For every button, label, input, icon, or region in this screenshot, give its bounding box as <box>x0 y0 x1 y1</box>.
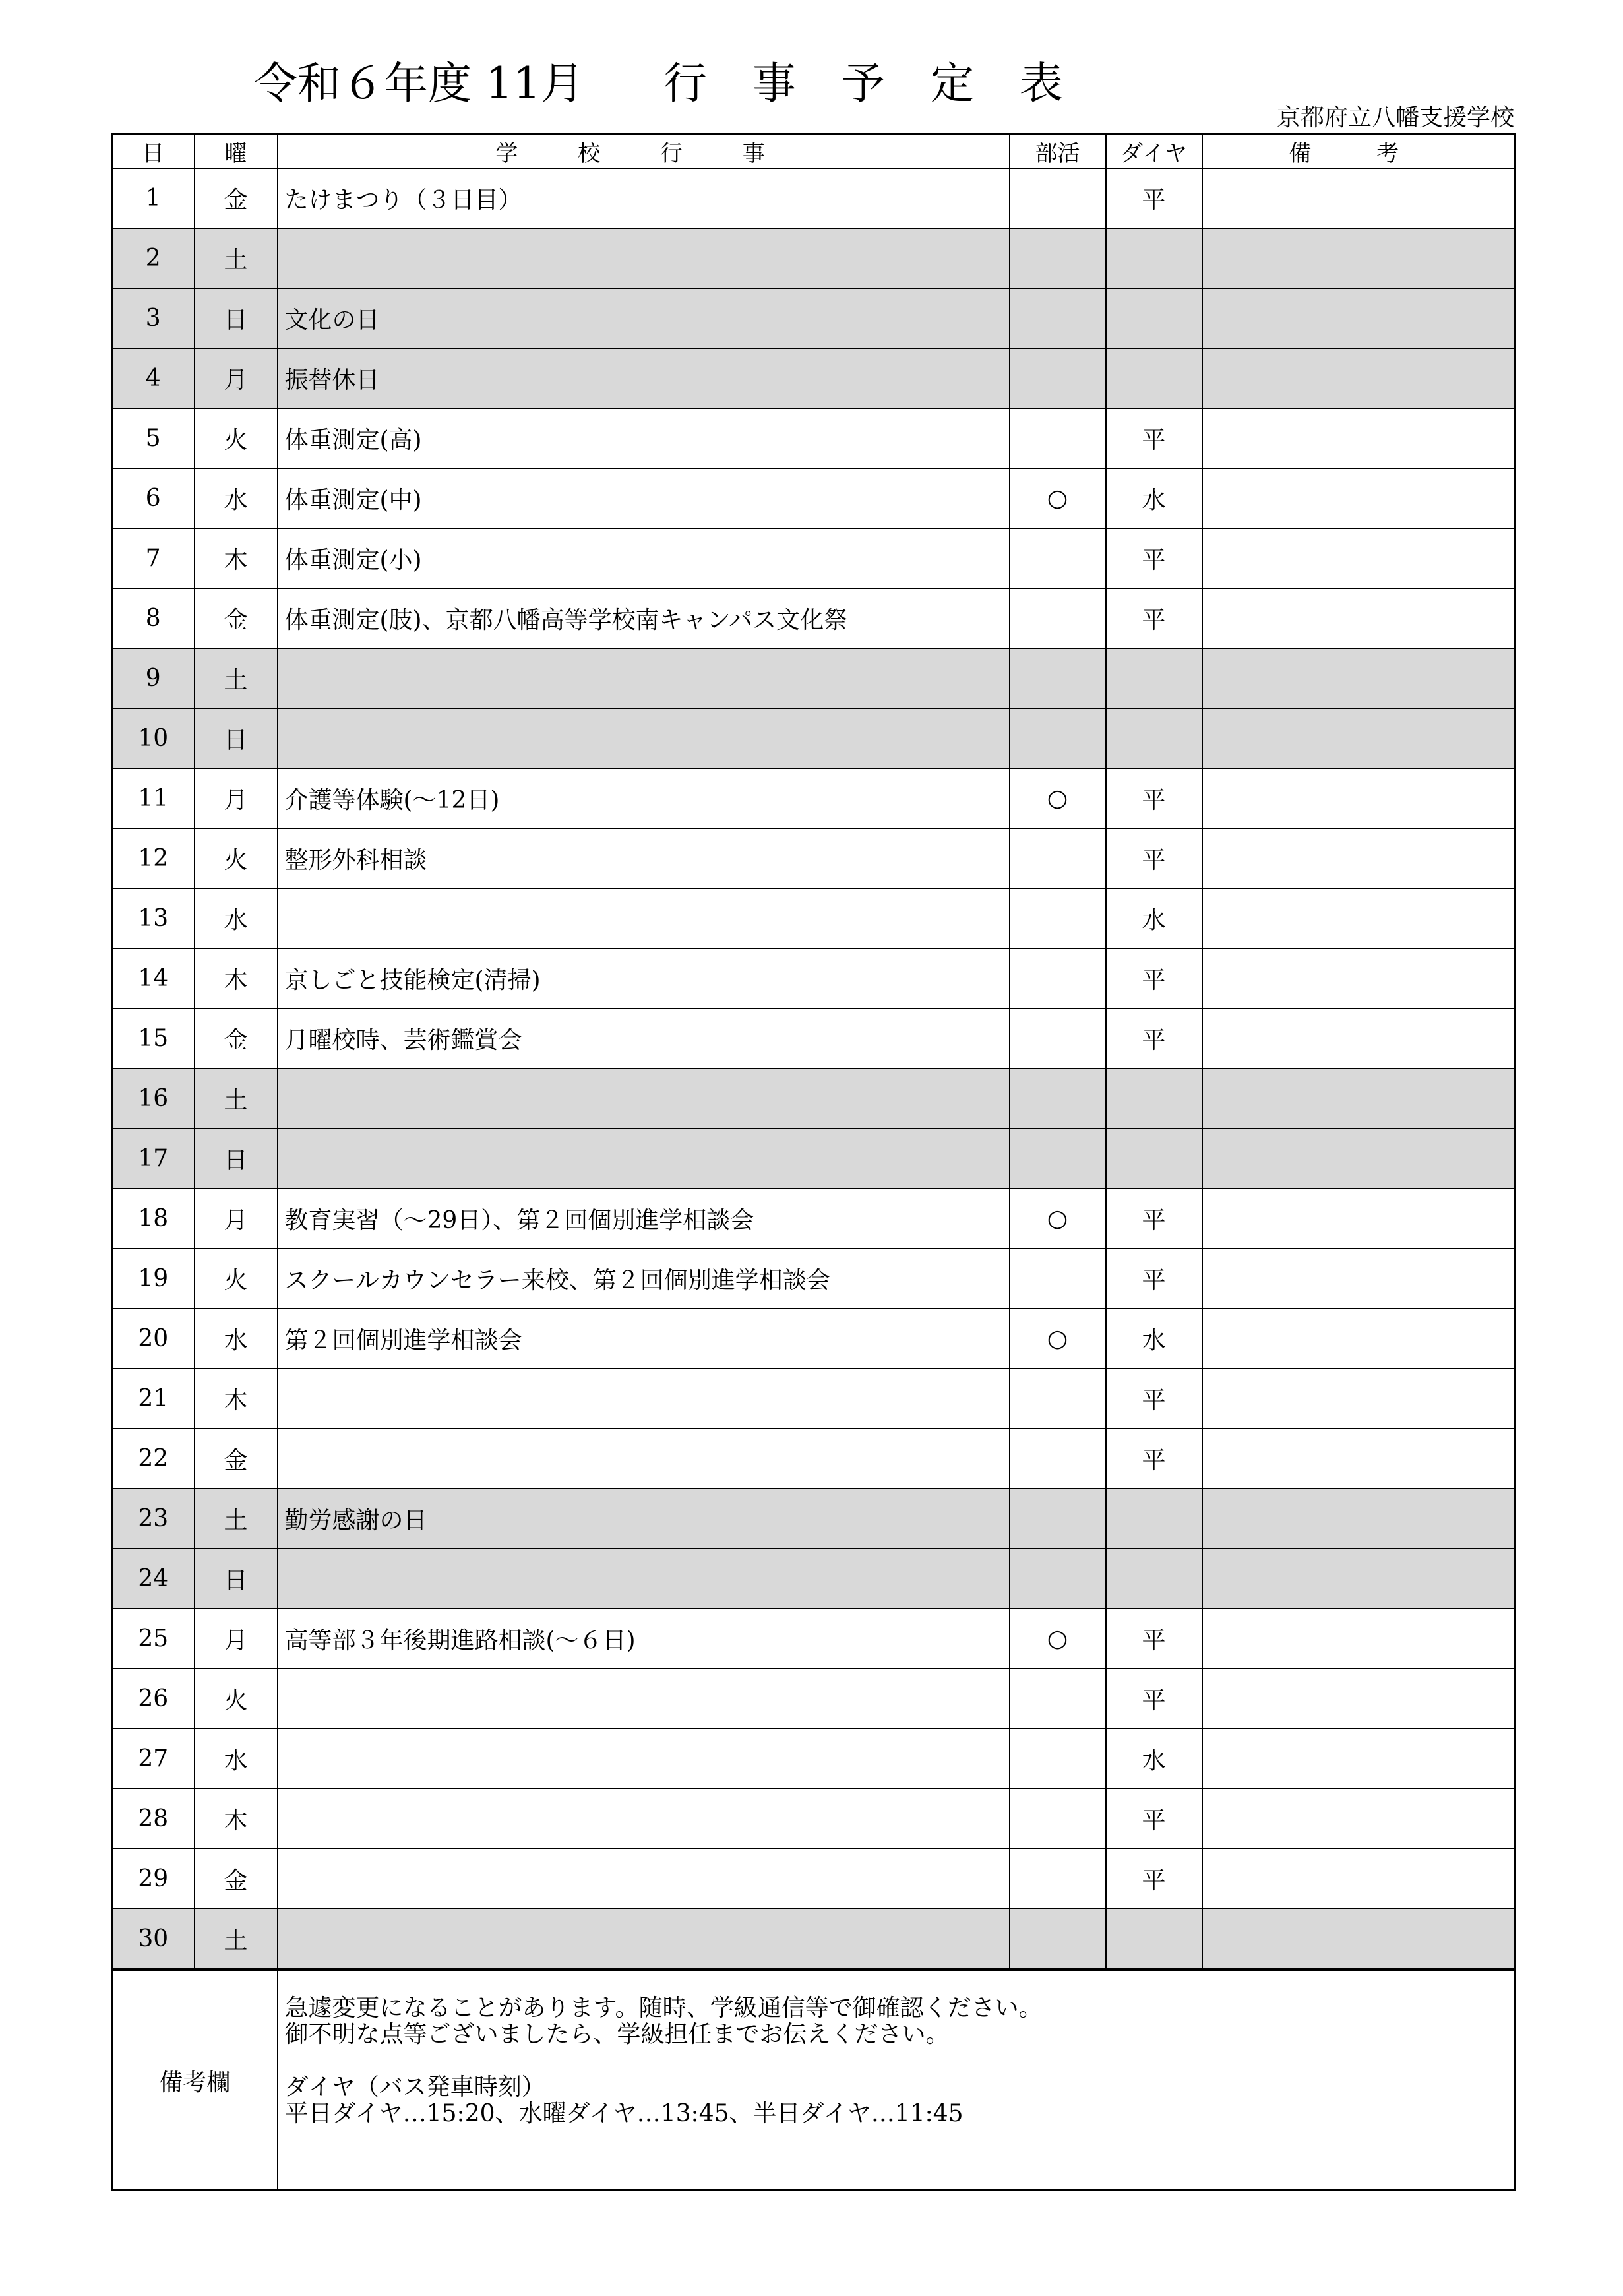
table-row <box>112 1729 1516 1789</box>
event-cell <box>278 1789 1010 1849</box>
schedule-table <box>111 133 1516 2191</box>
notes-cell <box>1202 528 1516 588</box>
club-cell <box>1010 1909 1106 1970</box>
club-cell <box>1010 1549 1106 1609</box>
weekday-cell: 水 <box>195 1729 278 1789</box>
club-cell <box>1010 888 1106 948</box>
diagram-cell: 水 <box>1106 1729 1202 1789</box>
col-header-day: 日 <box>112 135 195 169</box>
diagram-cell: 平 <box>1106 408 1202 468</box>
day-cell: 3 <box>112 288 195 348</box>
diagram-cell: 平 <box>1106 1008 1202 1069</box>
diagram-cell <box>1106 1489 1202 1549</box>
title-year-month: 令和６年度 11月 <box>254 58 584 109</box>
notes-cell <box>1202 1189 1516 1249</box>
day-cell: 13 <box>112 888 195 948</box>
col-header-notes: 備 考 <box>1202 135 1516 169</box>
event-cell: 整形外科相談 <box>278 828 1010 888</box>
diagram-cell: 平 <box>1106 768 1202 828</box>
page-title <box>254 54 1079 113</box>
weekday-cell: 月 <box>195 1189 278 1249</box>
notes-cell <box>1202 828 1516 888</box>
weekday-cell: 土 <box>195 228 278 288</box>
table-row <box>112 1309 1516 1369</box>
event-cell: 教育実習（～29日）、第２回個別進学相談会 <box>278 1189 1010 1249</box>
table-row <box>112 1069 1516 1129</box>
diagram-cell: 平 <box>1106 1429 1202 1489</box>
club-cell: ○ <box>1010 468 1106 528</box>
table-row <box>112 1849 1516 1909</box>
notes-cell <box>1202 1549 1516 1609</box>
notes-cell <box>1202 348 1516 408</box>
notes-cell <box>1202 648 1516 708</box>
club-cell <box>1010 1849 1106 1909</box>
weekday-cell: 火 <box>195 828 278 888</box>
table-row <box>112 708 1516 768</box>
event-cell: 第２回個別進学相談会 <box>278 1309 1010 1369</box>
remarks-line: ダイヤ（バス発車時刻） <box>284 2074 545 2101</box>
table-row <box>112 348 1516 408</box>
club-cell <box>1010 1008 1106 1069</box>
event-cell <box>278 1729 1010 1789</box>
notes-cell <box>1202 1249 1516 1309</box>
club-cell <box>1010 348 1106 408</box>
notes-cell <box>1202 1069 1516 1129</box>
diagram-cell: 平 <box>1106 588 1202 648</box>
col-header-weekday: 曜 <box>195 135 278 169</box>
notes-cell <box>1202 1609 1516 1669</box>
diagram-cell <box>1106 1909 1202 1970</box>
table-row <box>112 1129 1516 1189</box>
diagram-cell <box>1106 288 1202 348</box>
table-row <box>112 1609 1516 1669</box>
weekday-cell: 土 <box>195 1489 278 1549</box>
diagram-cell <box>1106 228 1202 288</box>
table-row <box>112 1369 1516 1429</box>
club-cell <box>1010 648 1106 708</box>
weekday-cell: 月 <box>195 1609 278 1669</box>
table-row <box>112 588 1516 648</box>
table-row <box>112 828 1516 888</box>
event-cell: 勤労感謝の日 <box>278 1489 1010 1549</box>
event-cell <box>278 1549 1010 1609</box>
notes-cell <box>1202 468 1516 528</box>
notes-cell <box>1202 948 1516 1008</box>
diagram-cell: 平 <box>1106 948 1202 1008</box>
table-header-row <box>112 135 1516 169</box>
day-cell: 29 <box>112 1849 195 1909</box>
weekday-cell: 火 <box>195 1669 278 1729</box>
weekday-cell: 日 <box>195 288 278 348</box>
remarks-line: 御不明な点等ございましたら、学級担任までお伝えください。 <box>284 2021 950 2048</box>
club-cell <box>1010 1069 1106 1129</box>
club-cell: ○ <box>1010 1189 1106 1249</box>
event-cell: 体重測定(中) <box>278 468 1010 528</box>
event-cell <box>278 888 1010 948</box>
notes-cell <box>1202 168 1516 228</box>
day-cell: 26 <box>112 1669 195 1729</box>
col-header-diagram: ダイヤ <box>1106 135 1202 169</box>
notes-cell <box>1202 888 1516 948</box>
event-cell <box>278 1369 1010 1429</box>
diagram-cell: 平 <box>1106 1249 1202 1309</box>
table-row <box>112 1909 1516 1970</box>
table-row <box>112 1549 1516 1609</box>
event-cell: 京しごと技能検定(清掃) <box>278 948 1010 1008</box>
weekday-cell: 土 <box>195 1909 278 1970</box>
notes-cell <box>1202 708 1516 768</box>
diagram-cell <box>1106 1549 1202 1609</box>
diagram-cell <box>1106 708 1202 768</box>
diagram-cell: 水 <box>1106 1309 1202 1369</box>
weekday-cell: 金 <box>195 168 278 228</box>
notes-cell <box>1202 228 1516 288</box>
event-cell <box>278 228 1010 288</box>
event-cell <box>278 1129 1010 1189</box>
event-cell: 体重測定(肢)、京都八幡高等学校南キャンパス文化祭 <box>278 588 1010 648</box>
event-cell: たけまつり（３日目） <box>278 168 1010 228</box>
club-cell <box>1010 288 1106 348</box>
day-cell: 10 <box>112 708 195 768</box>
diagram-cell <box>1106 348 1202 408</box>
notes-cell <box>1202 1489 1516 1549</box>
col-header-club: 部活 <box>1010 135 1106 169</box>
club-cell <box>1010 1669 1106 1729</box>
club-cell <box>1010 1129 1106 1189</box>
diagram-cell: 平 <box>1106 1189 1202 1249</box>
diagram-cell <box>1106 1129 1202 1189</box>
table-row <box>112 888 1516 948</box>
event-cell <box>278 708 1010 768</box>
notes-cell <box>1202 288 1516 348</box>
school-name: 京都府立八幡支援学校 <box>1276 104 1514 131</box>
notes-cell <box>1202 768 1516 828</box>
day-cell: 7 <box>112 528 195 588</box>
diagram-cell: 平 <box>1106 1369 1202 1429</box>
day-cell: 8 <box>112 588 195 648</box>
notes-cell <box>1202 1849 1516 1909</box>
diagram-cell: 水 <box>1106 468 1202 528</box>
club-cell <box>1010 588 1106 648</box>
weekday-cell: 金 <box>195 1849 278 1909</box>
event-cell <box>278 1669 1010 1729</box>
remarks-label: 備考欄 <box>112 1970 278 2190</box>
weekday-cell: 日 <box>195 1549 278 1609</box>
table-row <box>112 948 1516 1008</box>
day-cell: 25 <box>112 1609 195 1669</box>
weekday-cell: 水 <box>195 1309 278 1369</box>
table-row <box>112 468 1516 528</box>
event-cell <box>278 1069 1010 1129</box>
day-cell: 18 <box>112 1189 195 1249</box>
event-cell: 文化の日 <box>278 288 1010 348</box>
club-cell <box>1010 228 1106 288</box>
club-cell <box>1010 1729 1106 1789</box>
table-row <box>112 1489 1516 1549</box>
weekday-cell: 月 <box>195 348 278 408</box>
weekday-cell: 木 <box>195 528 278 588</box>
event-cell <box>278 1429 1010 1489</box>
weekday-cell: 火 <box>195 1249 278 1309</box>
weekday-cell: 木 <box>195 948 278 1008</box>
diagram-cell: 平 <box>1106 528 1202 588</box>
weekday-cell: 水 <box>195 888 278 948</box>
weekday-cell: 火 <box>195 408 278 468</box>
title-schedule: 行 事 予 定 表 <box>663 58 1079 109</box>
remarks-line <box>285 2048 1515 2074</box>
club-cell: ○ <box>1010 768 1106 828</box>
event-cell <box>278 1849 1010 1909</box>
table-row <box>112 1189 1516 1249</box>
club-cell <box>1010 1789 1106 1849</box>
club-cell <box>1010 948 1106 1008</box>
table-row <box>112 768 1516 828</box>
club-cell <box>1010 528 1106 588</box>
club-cell <box>1010 1489 1106 1549</box>
table-row <box>112 648 1516 708</box>
table-row <box>112 1008 1516 1069</box>
event-cell: 体重測定(高) <box>278 408 1010 468</box>
day-cell: 4 <box>112 348 195 408</box>
table-row <box>112 1669 1516 1729</box>
club-cell <box>1010 1429 1106 1489</box>
table-row <box>112 408 1516 468</box>
club-cell <box>1010 708 1106 768</box>
weekday-cell: 日 <box>195 1129 278 1189</box>
diagram-cell <box>1106 648 1202 708</box>
day-cell: 23 <box>112 1489 195 1549</box>
club-cell <box>1010 168 1106 228</box>
day-cell: 16 <box>112 1069 195 1129</box>
weekday-cell: 木 <box>195 1789 278 1849</box>
notes-cell <box>1202 1429 1516 1489</box>
diagram-cell: 平 <box>1106 168 1202 228</box>
diagram-cell: 水 <box>1106 888 1202 948</box>
diagram-cell <box>1106 1069 1202 1129</box>
day-cell: 2 <box>112 228 195 288</box>
event-cell <box>278 648 1010 708</box>
day-cell: 1 <box>112 168 195 228</box>
event-cell: 振替休日 <box>278 348 1010 408</box>
col-header-events: 学 校 行 事 <box>278 135 1010 169</box>
weekday-cell: 金 <box>195 1008 278 1069</box>
diagram-cell: 平 <box>1106 1609 1202 1669</box>
day-cell: 20 <box>112 1309 195 1369</box>
event-cell: 高等部３年後期進路相談(～６日) <box>278 1609 1010 1669</box>
day-cell: 11 <box>112 768 195 828</box>
table-row <box>112 528 1516 588</box>
club-cell: ○ <box>1010 1609 1106 1669</box>
remarks-row <box>112 1970 1516 2190</box>
weekday-cell: 土 <box>195 1069 278 1129</box>
club-cell <box>1010 408 1106 468</box>
event-cell: スクールカウンセラー来校、第２回個別進学相談会 <box>278 1249 1010 1309</box>
weekday-cell: 金 <box>195 588 278 648</box>
club-cell: ○ <box>1010 1309 1106 1369</box>
day-cell: 12 <box>112 828 195 888</box>
weekday-cell: 木 <box>195 1369 278 1429</box>
event-cell <box>278 1909 1010 1970</box>
diagram-cell: 平 <box>1106 1849 1202 1909</box>
day-cell: 5 <box>112 408 195 468</box>
day-cell: 15 <box>112 1008 195 1069</box>
event-cell: 体重測定(小) <box>278 528 1010 588</box>
day-cell: 30 <box>112 1909 195 1970</box>
table-row <box>112 228 1516 288</box>
table-row <box>112 168 1516 228</box>
diagram-cell: 平 <box>1106 828 1202 888</box>
weekday-cell: 水 <box>195 468 278 528</box>
notes-cell <box>1202 1309 1516 1369</box>
weekday-cell: 日 <box>195 708 278 768</box>
day-cell: 6 <box>112 468 195 528</box>
diagram-cell: 平 <box>1106 1789 1202 1849</box>
table-row <box>112 288 1516 348</box>
weekday-cell: 月 <box>195 768 278 828</box>
event-cell: 月曜校時、芸術鑑賞会 <box>278 1008 1010 1069</box>
notes-cell <box>1202 408 1516 468</box>
day-cell: 24 <box>112 1549 195 1609</box>
day-cell: 9 <box>112 648 195 708</box>
day-cell: 19 <box>112 1249 195 1309</box>
table-row <box>112 1429 1516 1489</box>
remarks-line: 平日ダイヤ…15:20、水曜ダイヤ…13:45、半日ダイヤ…11:45 <box>284 2100 964 2127</box>
day-cell: 22 <box>112 1429 195 1489</box>
notes-cell <box>1202 1008 1516 1069</box>
notes-cell <box>1202 1669 1516 1729</box>
notes-cell <box>1202 1729 1516 1789</box>
table-row <box>112 1249 1516 1309</box>
club-cell <box>1010 1249 1106 1309</box>
notes-cell <box>1202 1789 1516 1849</box>
club-cell <box>1010 1369 1106 1429</box>
day-cell: 28 <box>112 1789 195 1849</box>
diagram-cell: 平 <box>1106 1669 1202 1729</box>
notes-cell <box>1202 588 1516 648</box>
weekday-cell: 土 <box>195 648 278 708</box>
day-cell: 27 <box>112 1729 195 1789</box>
day-cell: 14 <box>112 948 195 1008</box>
notes-cell <box>1202 1369 1516 1429</box>
remarks-line: 急遽変更になることがあります。随時、学級通信等で御確認ください。 <box>284 1995 1043 2022</box>
remarks-body <box>278 1970 1516 2190</box>
notes-cell <box>1202 1129 1516 1189</box>
club-cell <box>1010 828 1106 888</box>
day-cell: 21 <box>112 1369 195 1429</box>
event-cell: 介護等体験(～12日) <box>278 768 1010 828</box>
weekday-cell: 金 <box>195 1429 278 1489</box>
notes-cell <box>1202 1909 1516 1970</box>
table-row <box>112 1789 1516 1849</box>
day-cell: 17 <box>112 1129 195 1189</box>
